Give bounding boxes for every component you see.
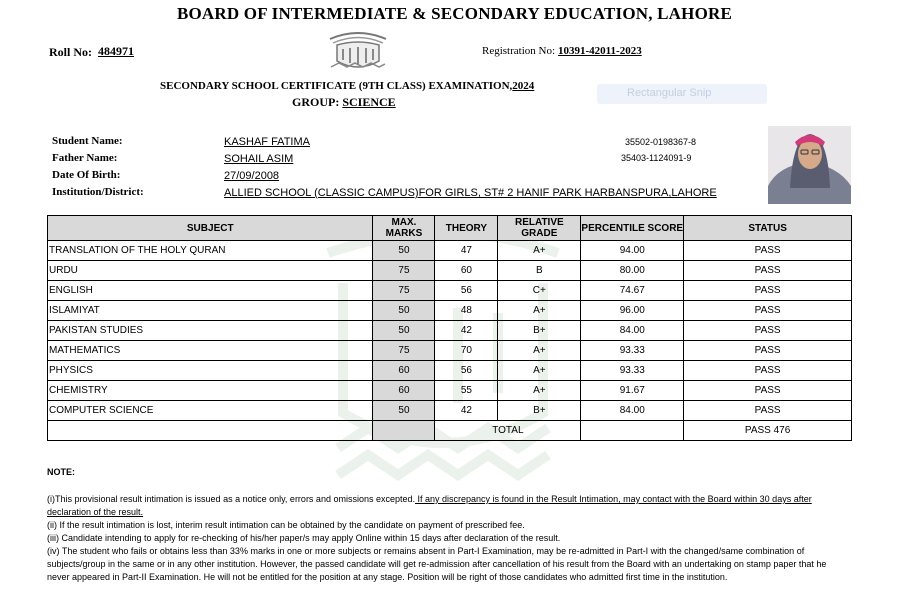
cell-subject: PAKISTAN STUDIES <box>48 321 373 341</box>
table-row <box>48 341 852 361</box>
board-title: BOARD OF INTERMEDIATE & SECONDARY EDUCATION, LAHORE <box>176 4 733 23</box>
cell-subject: CHEMISTRY <box>48 381 373 401</box>
table-row <box>48 281 852 301</box>
total-max-cell <box>373 421 435 441</box>
total-status: PASS 476 <box>684 421 852 441</box>
cell-max: 50 <box>373 241 435 261</box>
cell-subject: MATHEMATICS <box>48 341 373 361</box>
header-max-1: MAX. <box>391 217 417 228</box>
institution-label: Institution/District: <box>52 186 144 198</box>
total-empty-cell <box>48 421 373 441</box>
header-status: STATUS <box>684 216 852 241</box>
institution-value: ALLIED SCHOOL (CLASSIC CAMPUS)FOR GIRLS, ST# 2 HANIF PARK HARBANSPURA,LAHORE <box>224 187 717 199</box>
table-row <box>48 301 852 321</box>
cell-theory: 56 <box>435 361 498 381</box>
father-name-label: Father Name: <box>52 152 118 164</box>
cell-grade: B+ <box>498 401 581 421</box>
cell-max: 60 <box>373 361 435 381</box>
note-heading: NOTE: <box>47 467 75 477</box>
cell-max: 50 <box>373 301 435 321</box>
cell-grade: A+ <box>498 381 581 401</box>
cell-max: 50 <box>373 401 435 421</box>
cell-status: PASS <box>684 281 852 301</box>
cell-status: PASS <box>684 401 852 421</box>
cell-max: 75 <box>373 261 435 281</box>
cell-subject: URDU <box>48 261 373 281</box>
note-1 <box>47 493 847 519</box>
student-photo-icon <box>768 126 851 204</box>
cell-percentile: 96.00 <box>581 301 684 321</box>
cell-status: PASS <box>684 381 852 401</box>
exam-title <box>160 80 534 92</box>
roll-number-value: 484971 <box>98 44 134 58</box>
cell-max: 50 <box>373 321 435 341</box>
note-3: (iii) Candidate intending to apply for re-checking of his/her paper/s may apply Online within 15 days after declaration of the result. <box>47 533 561 543</box>
cell-theory: 47 <box>435 241 498 261</box>
cell-subject: ENGLISH <box>48 281 373 301</box>
cell-max: 60 <box>373 381 435 401</box>
cell-grade: A+ <box>498 241 581 261</box>
father-name-value: SOHAIL ASIM <box>224 153 294 165</box>
cell-grade: B+ <box>498 321 581 341</box>
student-photo <box>768 126 851 204</box>
table-row <box>48 321 852 341</box>
note-4: (iv) The student who fails or obtains less than 33% marks in one or more subjects or remains absent in Part-I Examination, may be re-admitted in Part-I with the changed/same combination of subjects/group in the same or in any other institution. However, the passed candidate will get re-admission after cancellation of his result from the Board with an undertaking on stamp paper that he never appeared in Part-II Examination. He will not be entitled for the position at any stage. Position will be right of those candidates who admitted first time in the institution. <box>47 546 827 582</box>
table-header-row <box>48 216 852 241</box>
dob-value: 27/09/2008 <box>224 170 280 182</box>
cell-percentile: 94.00 <box>581 241 684 261</box>
cell-grade: C+ <box>498 281 581 301</box>
header-grade-2: GRADE <box>521 228 558 239</box>
cell-theory: 42 <box>435 321 498 341</box>
cell-theory: 70 <box>435 341 498 361</box>
header-percentile: PERCENTILE SCORE <box>581 216 684 241</box>
note-2: (ii) If the result intimation is lost, interim result intimation can be obtained by the candidate on payment of prescribed fee. <box>47 520 525 530</box>
cell-subject: ISLAMIYAT <box>48 301 373 321</box>
header-relative-grade <box>498 216 581 241</box>
cell-theory: 55 <box>435 381 498 401</box>
exam-year: 2024 <box>512 80 535 92</box>
student-name-label: Student Name: <box>52 135 123 147</box>
notes-block <box>47 493 847 584</box>
cell-subject: COMPUTER SCIENCE <box>48 401 373 421</box>
total-label: TOTAL <box>435 421 581 441</box>
cell-percentile: 74.67 <box>581 281 684 301</box>
note-1-text: (i)This provisional result intimation is issued as a notice only, errors and omissions excepted. <box>47 494 415 504</box>
dob-label: Date Of Birth: <box>52 169 121 181</box>
cell-percentile: 93.33 <box>581 361 684 381</box>
cell-status: PASS <box>684 241 852 261</box>
registration-value: 10391-42011-2023 <box>558 45 642 57</box>
cell-theory: 60 <box>435 261 498 281</box>
group-line <box>292 95 396 110</box>
total-percentile-cell <box>581 421 684 441</box>
cell-grade: A+ <box>498 361 581 381</box>
cell-subject: PHYSICS <box>48 361 373 381</box>
registration-label: Registration No: <box>482 45 556 57</box>
snip-tool-text: Rectangular Snip <box>627 87 712 99</box>
cell-status: PASS <box>684 361 852 381</box>
header-subject: SUBJECT <box>48 216 373 241</box>
cell-max: 75 <box>373 341 435 361</box>
results-table <box>47 215 852 441</box>
header-max-marks <box>373 216 435 241</box>
cell-max: 75 <box>373 281 435 301</box>
student-cnic: 35502-0198367-8 <box>625 137 697 147</box>
cell-percentile: 84.00 <box>581 401 684 421</box>
cell-percentile: 84.00 <box>581 321 684 341</box>
header-max-2: MARKS <box>385 228 423 239</box>
cell-percentile: 80.00 <box>581 261 684 281</box>
exam-title-text: SECONDARY SCHOOL CERTIFICATE (9TH CLASS) EXAMINATION, <box>160 80 513 92</box>
cell-grade: A+ <box>498 341 581 361</box>
header-theory: THEORY <box>435 216 498 241</box>
student-name-value: KASHAF FATIMA <box>224 136 310 148</box>
roll-number-label: Roll No: <box>49 45 92 59</box>
cell-percentile: 93.33 <box>581 341 684 361</box>
header-grade-1: RELATIVE <box>514 217 564 228</box>
total-row <box>48 421 852 441</box>
cell-theory: 42 <box>435 401 498 421</box>
cell-grade: A+ <box>498 301 581 321</box>
cell-subject: TRANSLATION OF THE HOLY QURAN <box>48 241 373 261</box>
table-row <box>48 401 852 421</box>
group-value: SCIENCE <box>342 95 396 109</box>
cell-theory: 56 <box>435 281 498 301</box>
table-row <box>48 361 852 381</box>
table-row <box>48 241 852 261</box>
snip-tool-overlay[interactable] <box>597 84 767 104</box>
table-row <box>48 261 852 281</box>
cell-status: PASS <box>684 321 852 341</box>
cell-grade: B <box>498 261 581 281</box>
board-logo-icon <box>325 27 391 73</box>
cell-status: PASS <box>684 341 852 361</box>
father-cnic: 35403-1124091-9 <box>621 153 692 163</box>
table-row <box>48 381 852 401</box>
group-label: GROUP: <box>292 95 340 109</box>
cell-status: PASS <box>684 261 852 281</box>
cell-status: PASS <box>684 301 852 321</box>
cell-percentile: 91.67 <box>581 381 684 401</box>
cell-theory: 48 <box>435 301 498 321</box>
note-1-underlined: If any discrepancy is found in the Result Intimation, may contact with the Board within 30 days after declaration of the result. <box>47 494 812 517</box>
